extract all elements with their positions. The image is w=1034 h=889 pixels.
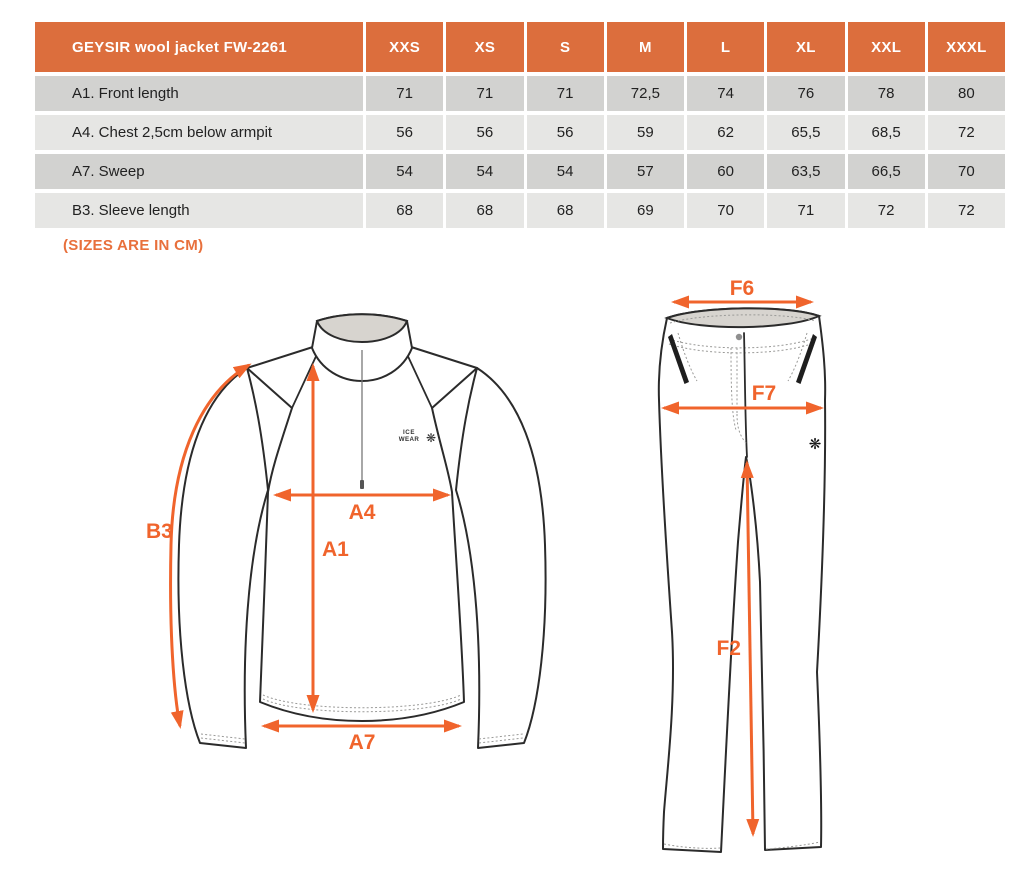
pants-outline	[659, 308, 825, 852]
row-label: A4. Chest 2,5cm below armpit	[35, 115, 363, 150]
snowflake-icon: ❋	[808, 436, 822, 453]
cell-value: 56	[527, 115, 604, 150]
cell-value: 54	[527, 154, 604, 189]
cell-value: 71	[527, 76, 604, 111]
cell-value: 54	[446, 154, 523, 189]
size-col-header: XL	[767, 22, 844, 72]
cell-value: 78	[848, 76, 925, 111]
cell-value: 68	[446, 193, 523, 228]
cell-value: 70	[687, 193, 764, 228]
cell-value: 70	[928, 154, 1005, 189]
sizes-note: (SIZES ARE IN CM)	[63, 237, 204, 254]
cell-value: 74	[687, 76, 764, 111]
cell-value: 56	[366, 115, 443, 150]
cell-value: 72	[928, 193, 1005, 228]
a1-dimension-label: A1	[322, 538, 349, 561]
row-label: A1. Front length	[35, 76, 363, 111]
cell-value: 56	[446, 115, 523, 150]
row-label: A7. Sweep	[35, 154, 363, 189]
cell-value: 71	[767, 193, 844, 228]
cell-value: 65,5	[767, 115, 844, 150]
cell-value: 68	[366, 193, 443, 228]
cell-value: 68,5	[848, 115, 925, 150]
size-col-header: XXS	[366, 22, 443, 72]
f2-arrow	[747, 463, 753, 834]
cell-value: 72,5	[607, 76, 684, 111]
a7-dimension-label: A7	[348, 731, 376, 754]
table-header-product: GEYSIR wool jacket FW-2261	[35, 22, 363, 72]
size-col-header: M	[607, 22, 684, 72]
size-col-header: S	[527, 22, 604, 72]
icewear-logo-line2: WEAR	[398, 436, 420, 443]
cell-value: 69	[607, 193, 684, 228]
cell-value: 68	[527, 193, 604, 228]
size-col-header: XXL	[848, 22, 925, 72]
cell-value: 63,5	[767, 154, 844, 189]
cell-value: 71	[366, 76, 443, 111]
pants-diagram	[635, 278, 840, 878]
cell-value: 76	[767, 76, 844, 111]
snowflake-icon: ❋	[425, 431, 437, 445]
row-label: B3. Sleeve length	[35, 193, 363, 228]
b3-dimension-label: B3	[146, 520, 173, 543]
cell-value: 71	[446, 76, 523, 111]
jacket-right-sleeve	[456, 368, 546, 748]
jacket-left-sleeve	[178, 368, 268, 748]
cell-value: 80	[928, 76, 1005, 111]
size-col-header: L	[687, 22, 764, 72]
cell-value: 60	[687, 154, 764, 189]
waist-button	[736, 334, 742, 340]
size-col-header: XS	[446, 22, 523, 72]
zipper-pull	[360, 480, 364, 489]
size-col-header: XXXL	[928, 22, 1005, 72]
cell-value: 66,5	[848, 154, 925, 189]
cell-value: 72	[848, 193, 925, 228]
cell-value: 72	[928, 115, 1005, 150]
f2-dimension-label: F2	[716, 637, 741, 660]
cell-value: 54	[366, 154, 443, 189]
cell-value: 62	[687, 115, 764, 150]
jacket-diagram	[140, 295, 590, 785]
f7-dimension-label: F7	[751, 382, 777, 405]
cell-value: 59	[607, 115, 684, 150]
size-table	[35, 22, 1005, 228]
f6-dimension-label: F6	[729, 278, 755, 300]
cell-value: 57	[607, 154, 684, 189]
icewear-logo-line1: ICE	[402, 429, 416, 436]
a4-dimension-label: A4	[348, 501, 376, 524]
